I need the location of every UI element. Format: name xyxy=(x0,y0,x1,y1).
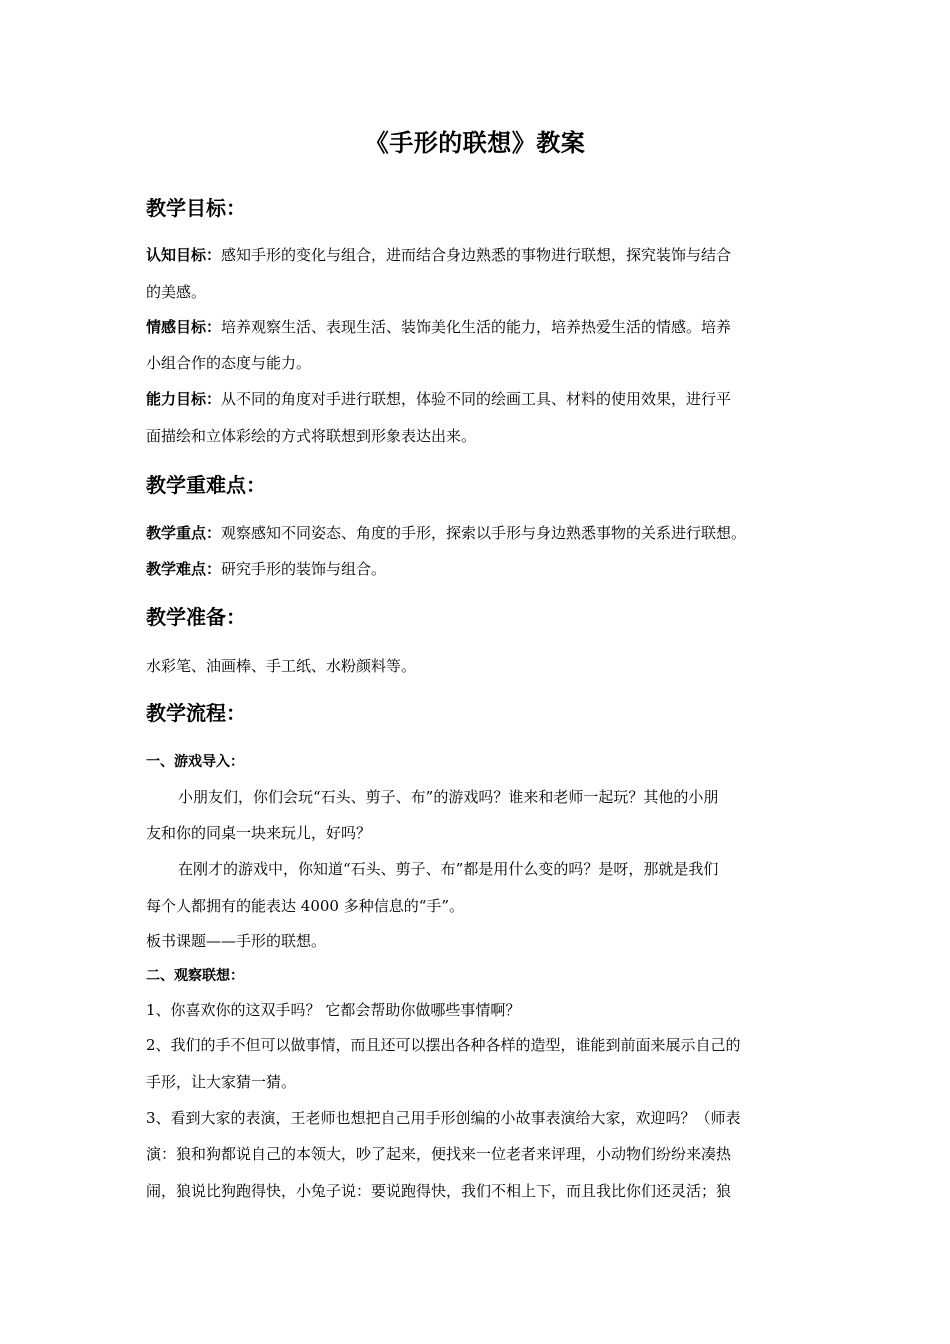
objectives-heading: 教学目标： xyxy=(146,196,246,220)
question-1-line-1: 1、你喜欢你的这双手吗？ 它都会帮助你做哪些事情啊？ xyxy=(146,1001,521,1019)
paragraph-3-line-1: 板书课题——手形的联想。 xyxy=(146,932,327,950)
focus-line xyxy=(146,521,811,545)
process-heading: 教学流程： xyxy=(146,701,246,725)
difficulty-line xyxy=(146,557,811,581)
question-3-line-3: 闹，狼说比狗跑得快，小兔子说：要说跑得快，我们不相上下，而且我比你们还灵活；狼 xyxy=(146,1182,732,1200)
emotional-objective-text: 培养观察生活、表现生活、装饰美化生活的能力，培养热爱生活的情感。培养 xyxy=(221,318,732,336)
ability-objective-line-1 xyxy=(146,387,811,411)
cognitive-objective-line-2: 的美感。 xyxy=(146,283,207,301)
focus-text: 观察感知不同姿态、角度的手形，探索以手形与身边熟悉事物的关系进行联想。 xyxy=(221,524,747,542)
ability-objective-line-2: 面描绘和立体彩绘的方式将联想到形象表达出来。 xyxy=(146,427,477,445)
paragraph-1-line-2: 友和你的同桌一块来玩儿，好吗？ xyxy=(146,824,372,842)
preparation-heading: 教学准备： xyxy=(146,605,246,629)
key-points-heading: 教学重难点： xyxy=(146,473,266,497)
cognitive-objective-line-1 xyxy=(146,243,811,267)
emotional-objective-line-2: 小组合作的态度与能力。 xyxy=(146,354,312,372)
question-2-line-1: 2、我们的手不但可以做事情，而且还可以摆出各种各样的造型，谁能到前面来展示自己的 xyxy=(146,1036,741,1054)
preparation-text: 水彩笔、油画棒、手工纸、水粉颜料等。 xyxy=(146,657,417,675)
cognitive-objective-text: 感知手形的变化与组合，进而结合身边熟悉的事物进行联想，探究装饰与结合 xyxy=(221,246,732,264)
part1-heading: 一、游戏导入： xyxy=(146,754,244,770)
ability-objective-label: 能力目标： xyxy=(146,390,222,408)
emotional-objective-line-1 xyxy=(146,315,811,339)
ability-objective-text: 从不同的角度对手进行联想，体验不同的绘画工具、材料的使用效果，进行平 xyxy=(221,390,732,408)
paragraph-2-line-1: 在刚才的游戏中，你知道“石头、剪子、布”都是用什么变的吗？是呀，那就是我们 xyxy=(178,860,719,878)
cognitive-objective-label: 认知目标： xyxy=(146,246,222,264)
question-3-line-2: 演：狼和狗都说自己的本领大，吵了起来，便找来一位老者来评理，小动物们纷纷来凑热 xyxy=(146,1145,732,1163)
question-2-line-2: 手形，让大家猜一猜。 xyxy=(146,1073,297,1091)
difficulty-label: 教学难点： xyxy=(146,560,222,578)
paragraph-2-line-2: 每个人都拥有的能表达 4000 多种信息的“手”。 xyxy=(146,897,465,915)
part2-heading: 二、观察联想： xyxy=(146,968,244,984)
question-3-line-1: 3、看到大家的表演，王老师也想把自己用手形创编的小故事表演给大家，欢迎吗？（师表 xyxy=(146,1109,741,1127)
paragraph-1-line-1: 小朋友们，你们会玩“石头、剪子、布”的游戏吗？谁来和老师一起玩？其他的小朋 xyxy=(178,788,719,806)
difficulty-text: 研究手形的装饰与组合。 xyxy=(221,560,387,578)
focus-label: 教学重点： xyxy=(146,524,222,542)
document-title: 《手形的联想》教案 xyxy=(364,128,586,157)
emotional-objective-label: 情感目标： xyxy=(146,318,222,336)
